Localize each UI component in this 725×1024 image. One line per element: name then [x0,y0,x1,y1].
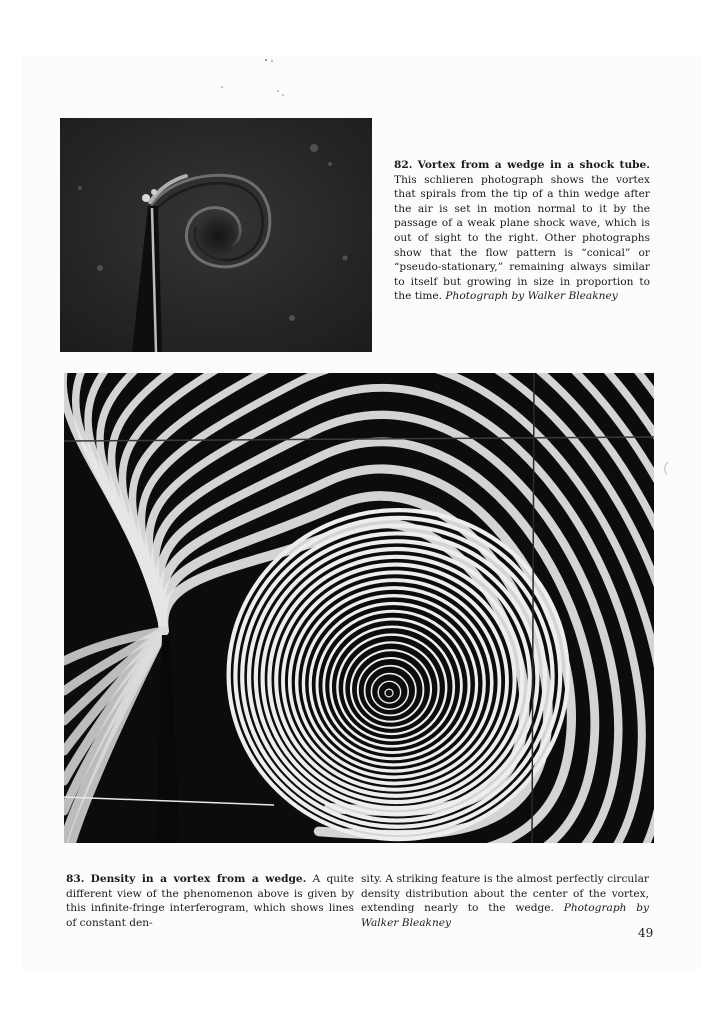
figure-82-credit: Photograph by Walker Bleakney [445,290,618,303]
figure-83-body-part-1: A quite different view of the phenomenon above is given by this infinite-fringe interferogram, which shows lines of constant den- [66,873,354,929]
figure-82-body: This schlieren photograph shows the vortex that spirals from the tip of a thin wedge after the air is set in motion normal to it by the passage of a weak plane shock wave, which is out of sight to the right. Other photographs show that the flow pattern is “conical” or “pseudo-stationary,” remaining always similar to itself but growing in size in proportion to the time. [394,173,650,303]
figure-82-caption [394,158,650,304]
figure-83-caption-column-1 [66,872,354,930]
figure-83-number: 83. [66,873,85,885]
figure-83-credit: Photograph by Walker Bleakney [361,902,649,929]
interferogram-photograph [64,373,654,843]
figure-83-title: Density in a vortex from a wedge. [90,873,307,885]
figure-83-caption-column-2 [361,872,649,930]
figure-82-number: 82. [394,159,413,171]
page-number: 49 [638,926,654,940]
figure-82-title: Vortex from a wedge in a shock tube. [417,159,650,171]
schlieren-photograph [60,118,372,352]
figure-83-body-part-2: sity. A striking feature is the almost perfectly circular density distribution about the center of the vortex, extending nearly to the wedge. [361,873,649,915]
